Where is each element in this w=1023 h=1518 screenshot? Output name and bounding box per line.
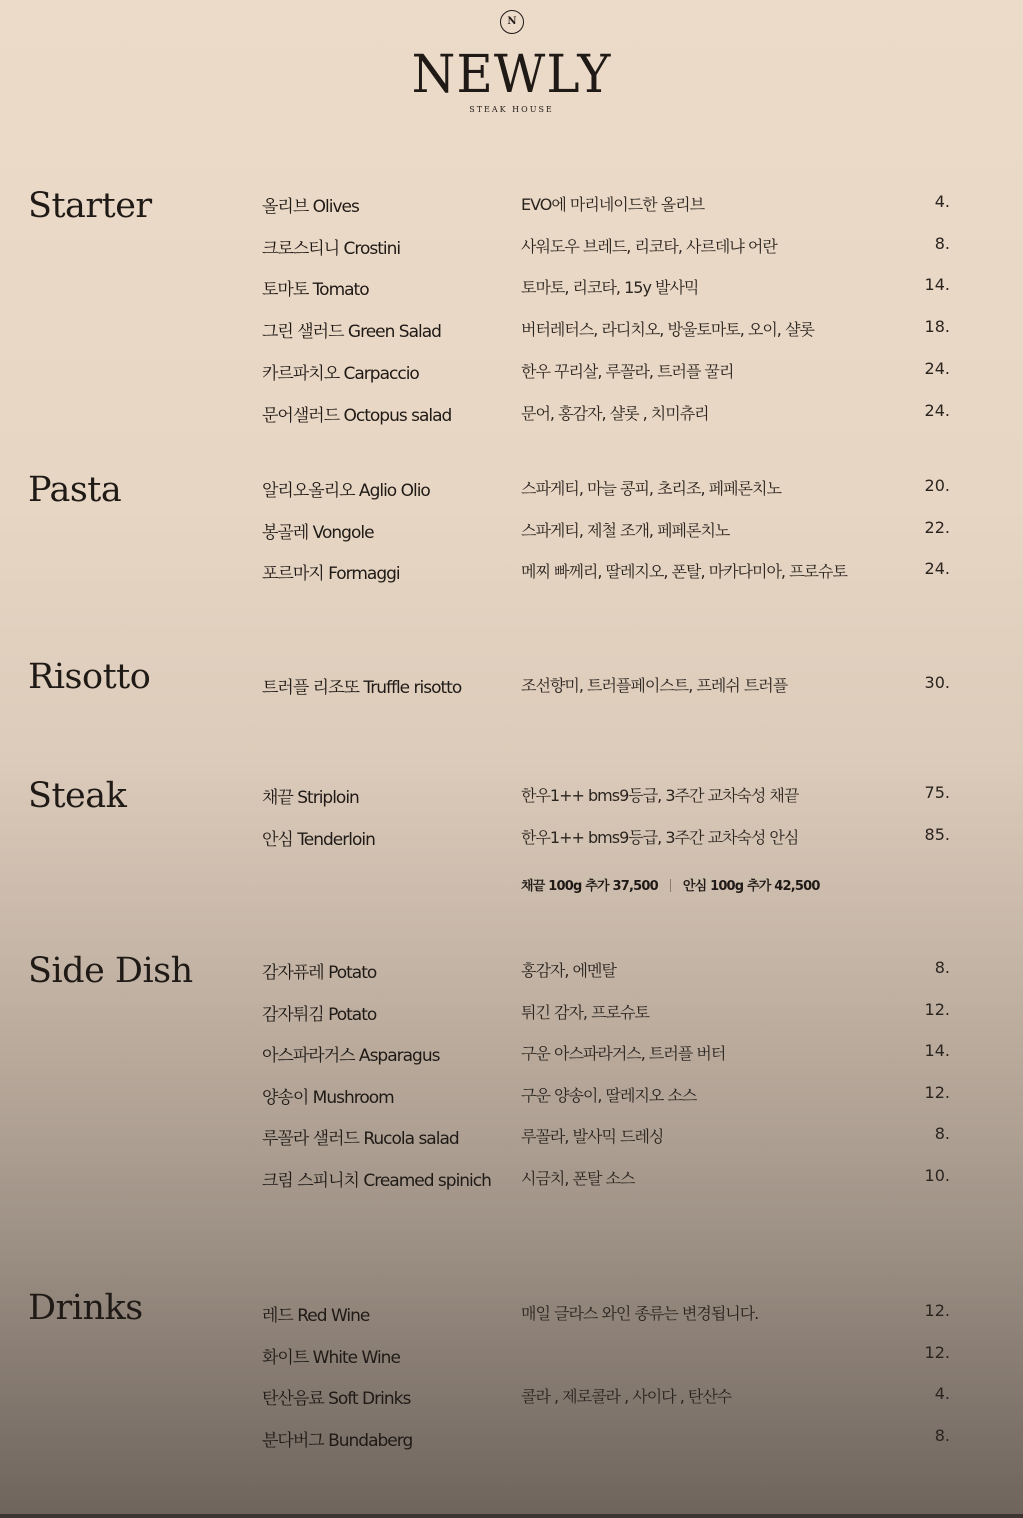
item-description: 토마토, 리코타, 15y 발사믹 [521,278,699,297]
menu-item [0,317,1023,341]
item-price: 8. [934,958,950,977]
item-name: 감자튀김 Potato [262,1005,377,1025]
item-price: 10. [924,1166,950,1185]
menu-item [0,518,1023,542]
item-description: 구운 아스파라거스, 트러플 버터 [521,1044,726,1063]
item-name: 토마토 Tomato [262,280,369,300]
item-description: 스파게티, 제철 조개, 페페론치노 [521,521,730,540]
logo-badge-icon: N [500,10,524,34]
item-price: 18. [924,317,950,336]
item-description: 튀긴 감자, 프로슈토 [521,1003,649,1022]
restaurant-subtitle: STEAK HOUSE [469,105,554,114]
item-description: 매일 글라스 와인 종류는 변경됩니다. [521,1304,759,1323]
item-price: 8. [934,1124,950,1143]
menu-item [0,559,1023,583]
menu-item [0,359,1023,383]
restaurant-logo [0,10,1023,114]
item-price: 12. [924,1301,950,1320]
menu-item [0,1426,1023,1450]
item-price: 24. [924,359,950,378]
menu-item [0,1124,1023,1148]
item-price: 4. [934,192,950,211]
menu-item [0,1083,1023,1107]
menu-item [0,234,1023,258]
item-name: 안심 Tenderloin [262,830,375,850]
item-description: 문어, 홍감자, 샬롯 , 치미츄리 [521,404,709,423]
menu-item [0,192,1023,216]
item-price: 8. [934,1426,950,1445]
note-divider [670,879,671,892]
menu-item [0,1384,1023,1408]
item-price: 24. [924,401,950,420]
menu-item [0,1301,1023,1325]
item-description: 콜라 , 제로콜라 , 사이다 , 탄산수 [521,1387,732,1406]
item-name: 루꼴라 샐러드 Rucola salad [262,1129,459,1149]
item-name: 탄산음료 Soft Drinks [262,1389,411,1409]
item-name: 그린 샐러드 Green Salad [262,322,441,342]
item-price: 30. [924,673,950,692]
section-title: Drinks [28,1288,143,1328]
item-price: 22. [924,518,950,537]
item-name: 레드 Red Wine [262,1306,370,1326]
section-title: Pasta [28,470,122,510]
item-description: EVO에 마리네이드한 올리브 [521,195,705,214]
item-price: 20. [924,476,950,495]
item-price: 12. [924,1083,950,1102]
item-name: 채끝 Striploin [262,788,359,808]
note-striploin-extra: 채끝 100g 추가 37,500 [521,879,658,894]
item-price: 75. [924,783,950,802]
item-price: 8. [934,234,950,253]
item-description: 루꼴라, 발사믹 드레싱 [521,1127,664,1146]
item-price: 14. [924,1041,950,1060]
menu-item [0,1166,1023,1190]
item-price: 24. [924,559,950,578]
item-name: 문어샐러드 Octopus salad [262,406,452,426]
menu-item [0,275,1023,299]
section-title: Risotto [28,657,151,697]
item-price: 14. [924,275,950,294]
item-description: 스파게티, 마늘 콩피, 초리조, 페페론치노 [521,479,781,498]
item-name: 알리오올리오 Aglio Olio [262,481,430,501]
item-price: 12. [924,1343,950,1362]
item-description: 버터레터스, 라디치오, 방울토마토, 오이, 샬롯 [521,320,814,339]
menu-item [0,673,1023,697]
bottom-divider [0,1514,1023,1518]
item-price: 4. [934,1384,950,1403]
item-description: 한우1++ bms9등급, 3주간 교차숙성 안심 [521,828,799,847]
note-tenderloin-extra: 안심 100g 추가 42,500 [682,879,820,894]
item-description: 시금치, 폰탈 소스 [521,1169,635,1188]
item-description: 조선향미, 트러플페이스트, 프레쉬 트러플 [521,676,788,695]
section-title: Starter [28,186,152,226]
item-name: 카르파치오 Carpaccio [262,364,419,384]
item-name: 아스파라거스 Asparagus [262,1046,440,1066]
menu-item [0,1343,1023,1367]
item-name: 크림 스피니치 Creamed spinich [262,1171,491,1191]
menu-item [0,958,1023,982]
item-description: 한우1++ bms9등급, 3주간 교차숙성 채끝 [521,786,799,805]
menu-item [0,1000,1023,1024]
item-price: 85. [924,825,950,844]
item-description: 메찌 빠께리, 딸레지오, 폰탈, 마카다미아, 프로슈토 [521,562,847,581]
restaurant-name: NEWLY [411,43,612,105]
menu-item [0,401,1023,425]
item-name: 분다버그 Bundaberg [262,1431,413,1451]
section-title: Steak [28,776,127,816]
menu-item [0,825,1023,849]
item-description: 홍감자, 에멘탈 [521,961,616,980]
item-description: 사워도우 브레드, 리코타, 사르데냐 어란 [521,237,777,256]
item-name: 봉골레 Vongole [262,523,374,543]
menu-item [0,476,1023,500]
item-name: 트러플 리조또 Truffle risotto [262,678,462,698]
item-price: 12. [924,1000,950,1019]
item-name: 화이트 White Wine [262,1348,400,1368]
item-name: 포르마지 Formaggi [262,564,400,584]
item-description: 구운 양송이, 딸레지오 소스 [521,1086,697,1105]
item-name: 올리브 Olives [262,197,359,217]
menu-item [0,1041,1023,1065]
item-name: 감자퓨레 Potato [262,963,377,983]
item-name: 양송이 Mushroom [262,1088,394,1108]
menu-item [0,783,1023,807]
section-title: Side Dish [28,951,193,991]
item-description: 한우 꾸리살, 루꼴라, 트러플 꿀리 [521,362,734,381]
steak-extra-note [521,875,820,894]
item-name: 크로스티니 Crostini [262,239,401,259]
